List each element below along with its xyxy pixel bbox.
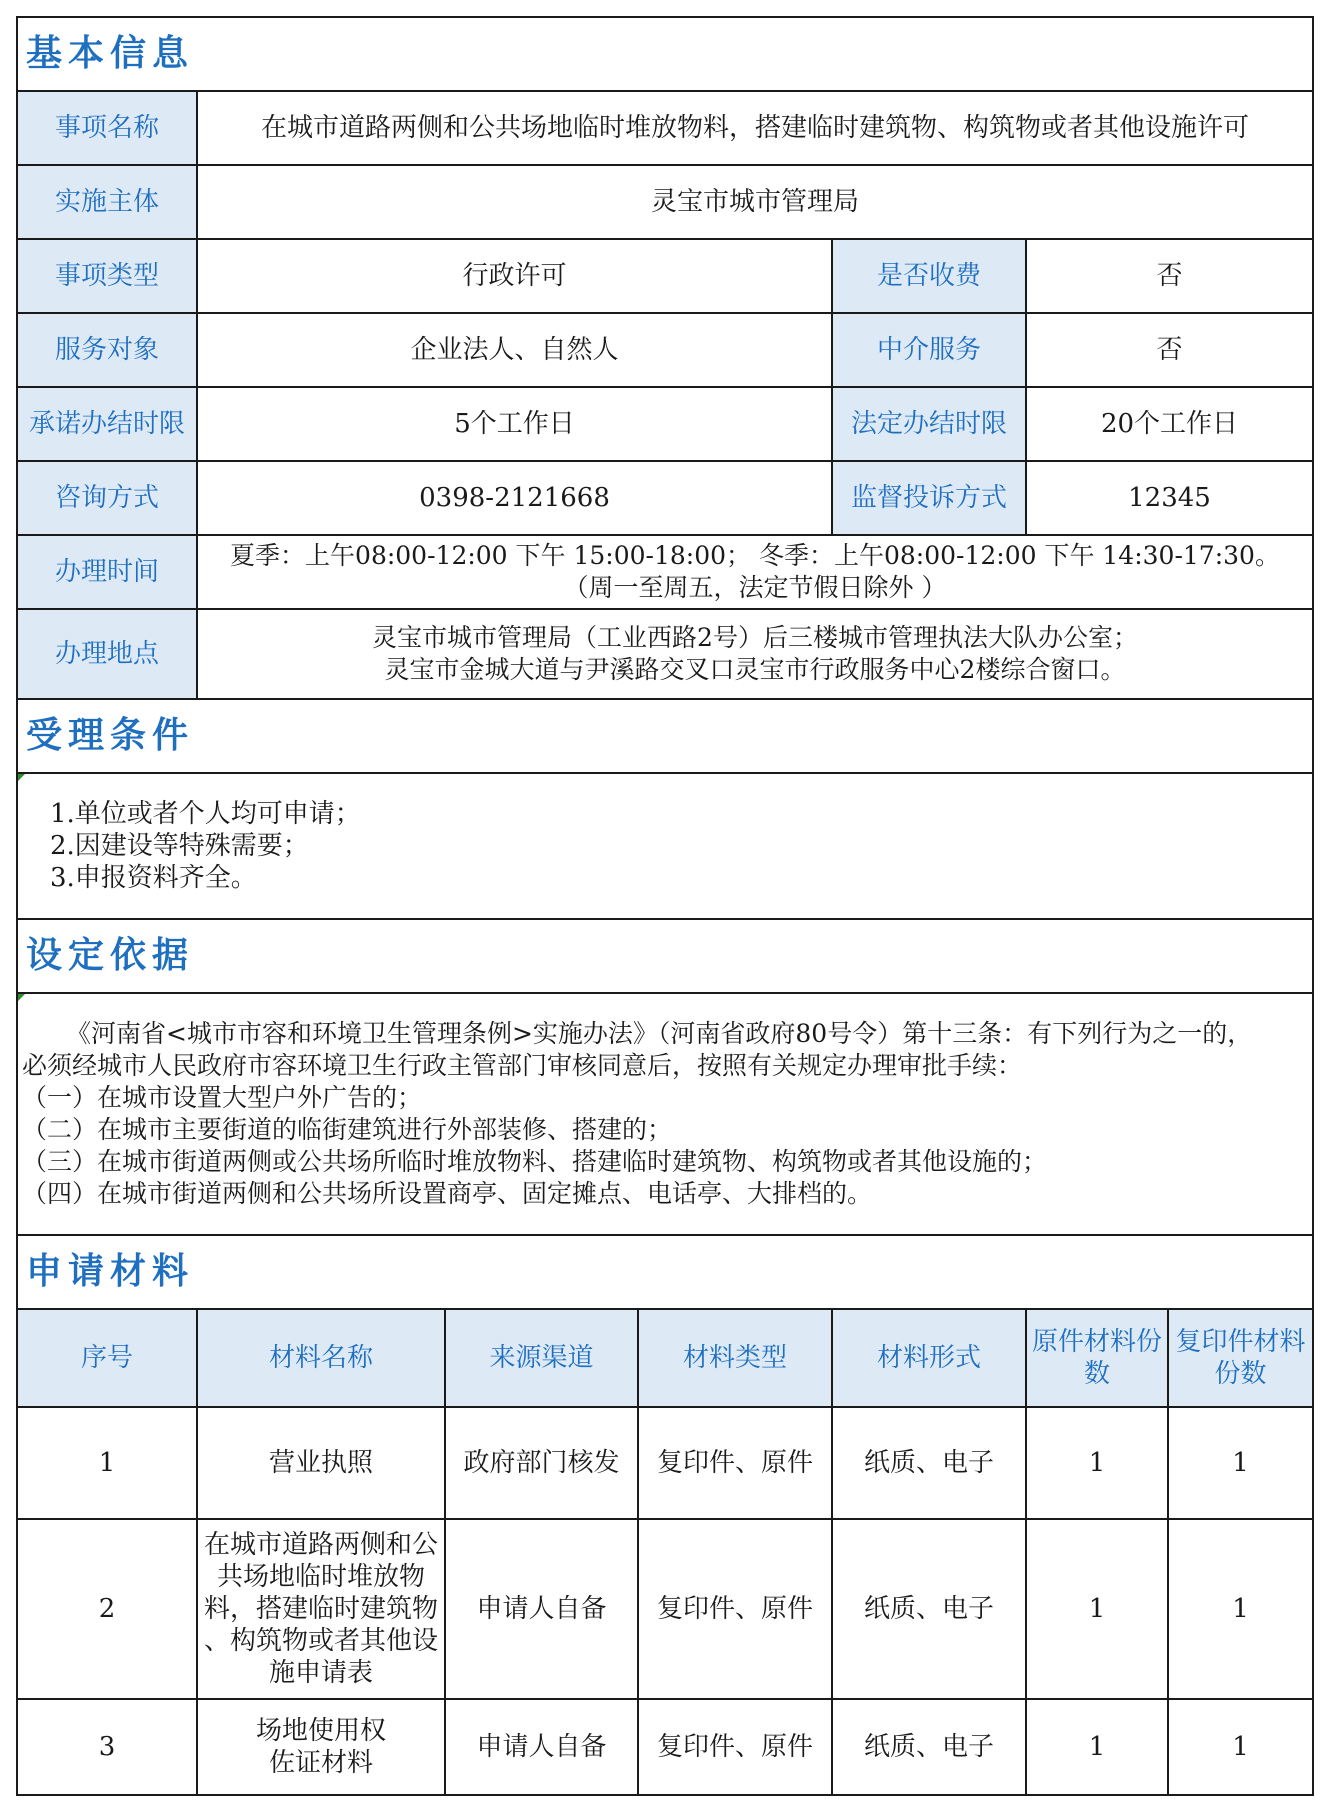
section-title-basic-info: 基本信息 (17, 17, 1313, 91)
row-original-count: 1 (1026, 1519, 1168, 1699)
location-line-1: 灵宝市城市管理局（工业西路2号）后三楼城市管理执法大队办公室； (372, 623, 1138, 652)
item-name-label: 事项名称 (17, 91, 197, 165)
section-title-materials: 申请材料 (17, 1235, 1313, 1309)
row-source: 申请人自备 (445, 1699, 638, 1795)
item-name-value: 在城市道路两侧和公共场地临时堆放物料，搭建临时建筑物、构筑物或者其他设施许可 (197, 91, 1313, 165)
item-type-value: 行政许可 (197, 239, 832, 313)
row-name: 场地使用权 佐证材料 (197, 1699, 445, 1795)
row-original-count: 1 (1026, 1407, 1168, 1519)
service-target-value: 企业法人、自然人 (197, 313, 832, 387)
hours-label: 办理时间 (17, 535, 197, 609)
col-header-copy-count: 复印件材料 份数 (1168, 1309, 1313, 1407)
row-name: 在城市道路两侧和公 共场地临时堆放物 料，搭建临时建筑物 、构筑物或者其他设 施申请表 (197, 1519, 445, 1699)
complaint-value: 12345 (1026, 461, 1313, 535)
row-copy-count: 1 (1168, 1407, 1313, 1519)
row-original-count: 1 (1026, 1699, 1168, 1795)
row-form: 纸质、电子 (832, 1699, 1026, 1795)
implementer-value: 灵宝市城市管理局 (197, 165, 1313, 239)
row-copy-count: 1 (1168, 1519, 1313, 1699)
row-form: 纸质、电子 (832, 1519, 1026, 1699)
item-type-label: 事项类型 (17, 239, 197, 313)
legal-limit-value: 20个工作日 (1026, 387, 1313, 461)
basis-item: （一）在城市设置大型户外广告的； (22, 1083, 423, 1112)
hours-line-1: 夏季：上午08:00-12:00 下午 15:00-18:00； 冬季：上午08:00-12:00 下午 14:30-17:30。 (230, 541, 1280, 570)
charge-label: 是否收费 (832, 239, 1026, 313)
row-source: 政府部门核发 (445, 1407, 638, 1519)
hours-value (197, 535, 1313, 609)
basis-line-1: 《河南省<城市市容和环境卫生管理条例>实施办法》（河南省政府80号令）第十三条：有下列行为之一的， (66, 1019, 1253, 1048)
complaint-label: 监督投诉方式 (832, 461, 1026, 535)
row-name: 营业执照 (197, 1407, 445, 1519)
col-header-source: 来源渠道 (445, 1309, 638, 1407)
location-value (197, 609, 1313, 699)
location-line-2: 灵宝市金城大道与尹溪路交叉口灵宝市行政服务中心2楼综合窗口。 (384, 655, 1126, 684)
row-no: 1 (17, 1407, 197, 1519)
condition-item: 3.申报资料齐全。 (50, 863, 257, 893)
basis-item: （二）在城市主要街道的临街建筑进行外部装修、搭建的； (22, 1115, 673, 1144)
table-row (17, 1519, 1313, 1699)
section-title-basis: 设定依据 (17, 919, 1313, 993)
condition-item: 2.因建设等特殊需要； (50, 831, 309, 861)
table-row (17, 1699, 1313, 1795)
basis-item: （三）在城市街道两侧或公共场所临时堆放物料、搭建临时建筑物、构筑物或者其他设施的； (22, 1147, 1048, 1176)
col-header-original-count: 原件材料份 数 (1026, 1309, 1168, 1407)
info-table (16, 16, 1314, 1796)
service-info-sheet (16, 16, 1312, 1796)
promised-limit-value: 5个工作日 (197, 387, 832, 461)
service-target-label: 服务对象 (17, 313, 197, 387)
row-no: 2 (17, 1519, 197, 1699)
location-label: 办理地点 (17, 609, 197, 699)
row-type: 复印件、原件 (638, 1519, 832, 1699)
implementer-label: 实施主体 (17, 165, 197, 239)
consult-value: 0398-2121668 (197, 461, 832, 535)
col-header-type: 材料类型 (638, 1309, 832, 1407)
row-type: 复印件、原件 (638, 1699, 832, 1795)
col-header-name: 材料名称 (197, 1309, 445, 1407)
intermediary-label: 中介服务 (832, 313, 1026, 387)
promised-limit-label: 承诺办结时限 (17, 387, 197, 461)
col-header-no: 序号 (17, 1309, 197, 1407)
row-copy-count: 1 (1168, 1699, 1313, 1795)
basis-line-2: 必须经城市人民政府市容环境卫生行政主管部门审核同意后，按照有关规定办理审批手续： (22, 1051, 1023, 1080)
section-title-conditions: 受理条件 (17, 699, 1313, 773)
row-form: 纸质、电子 (832, 1407, 1026, 1519)
basis-item: （四）在城市街道两侧和公共场所设置商亭、固定摊点、电话亭、大排档的。 (22, 1179, 873, 1208)
row-type: 复印件、原件 (638, 1407, 832, 1519)
intermediary-value: 否 (1026, 313, 1313, 387)
charge-value: 否 (1026, 239, 1313, 313)
basis-text (17, 993, 1313, 1235)
row-source: 申请人自备 (445, 1519, 638, 1699)
hours-line-2: （周一至周五，法定节假日除外 ） (563, 573, 947, 602)
conditions-list (17, 773, 1313, 919)
consult-label: 咨询方式 (17, 461, 197, 535)
col-header-form: 材料形式 (832, 1309, 1026, 1407)
legal-limit-label: 法定办结时限 (832, 387, 1026, 461)
condition-item: 1.单位或者个人均可申请； (50, 799, 361, 829)
table-row (17, 1407, 1313, 1519)
row-no: 3 (17, 1699, 197, 1795)
